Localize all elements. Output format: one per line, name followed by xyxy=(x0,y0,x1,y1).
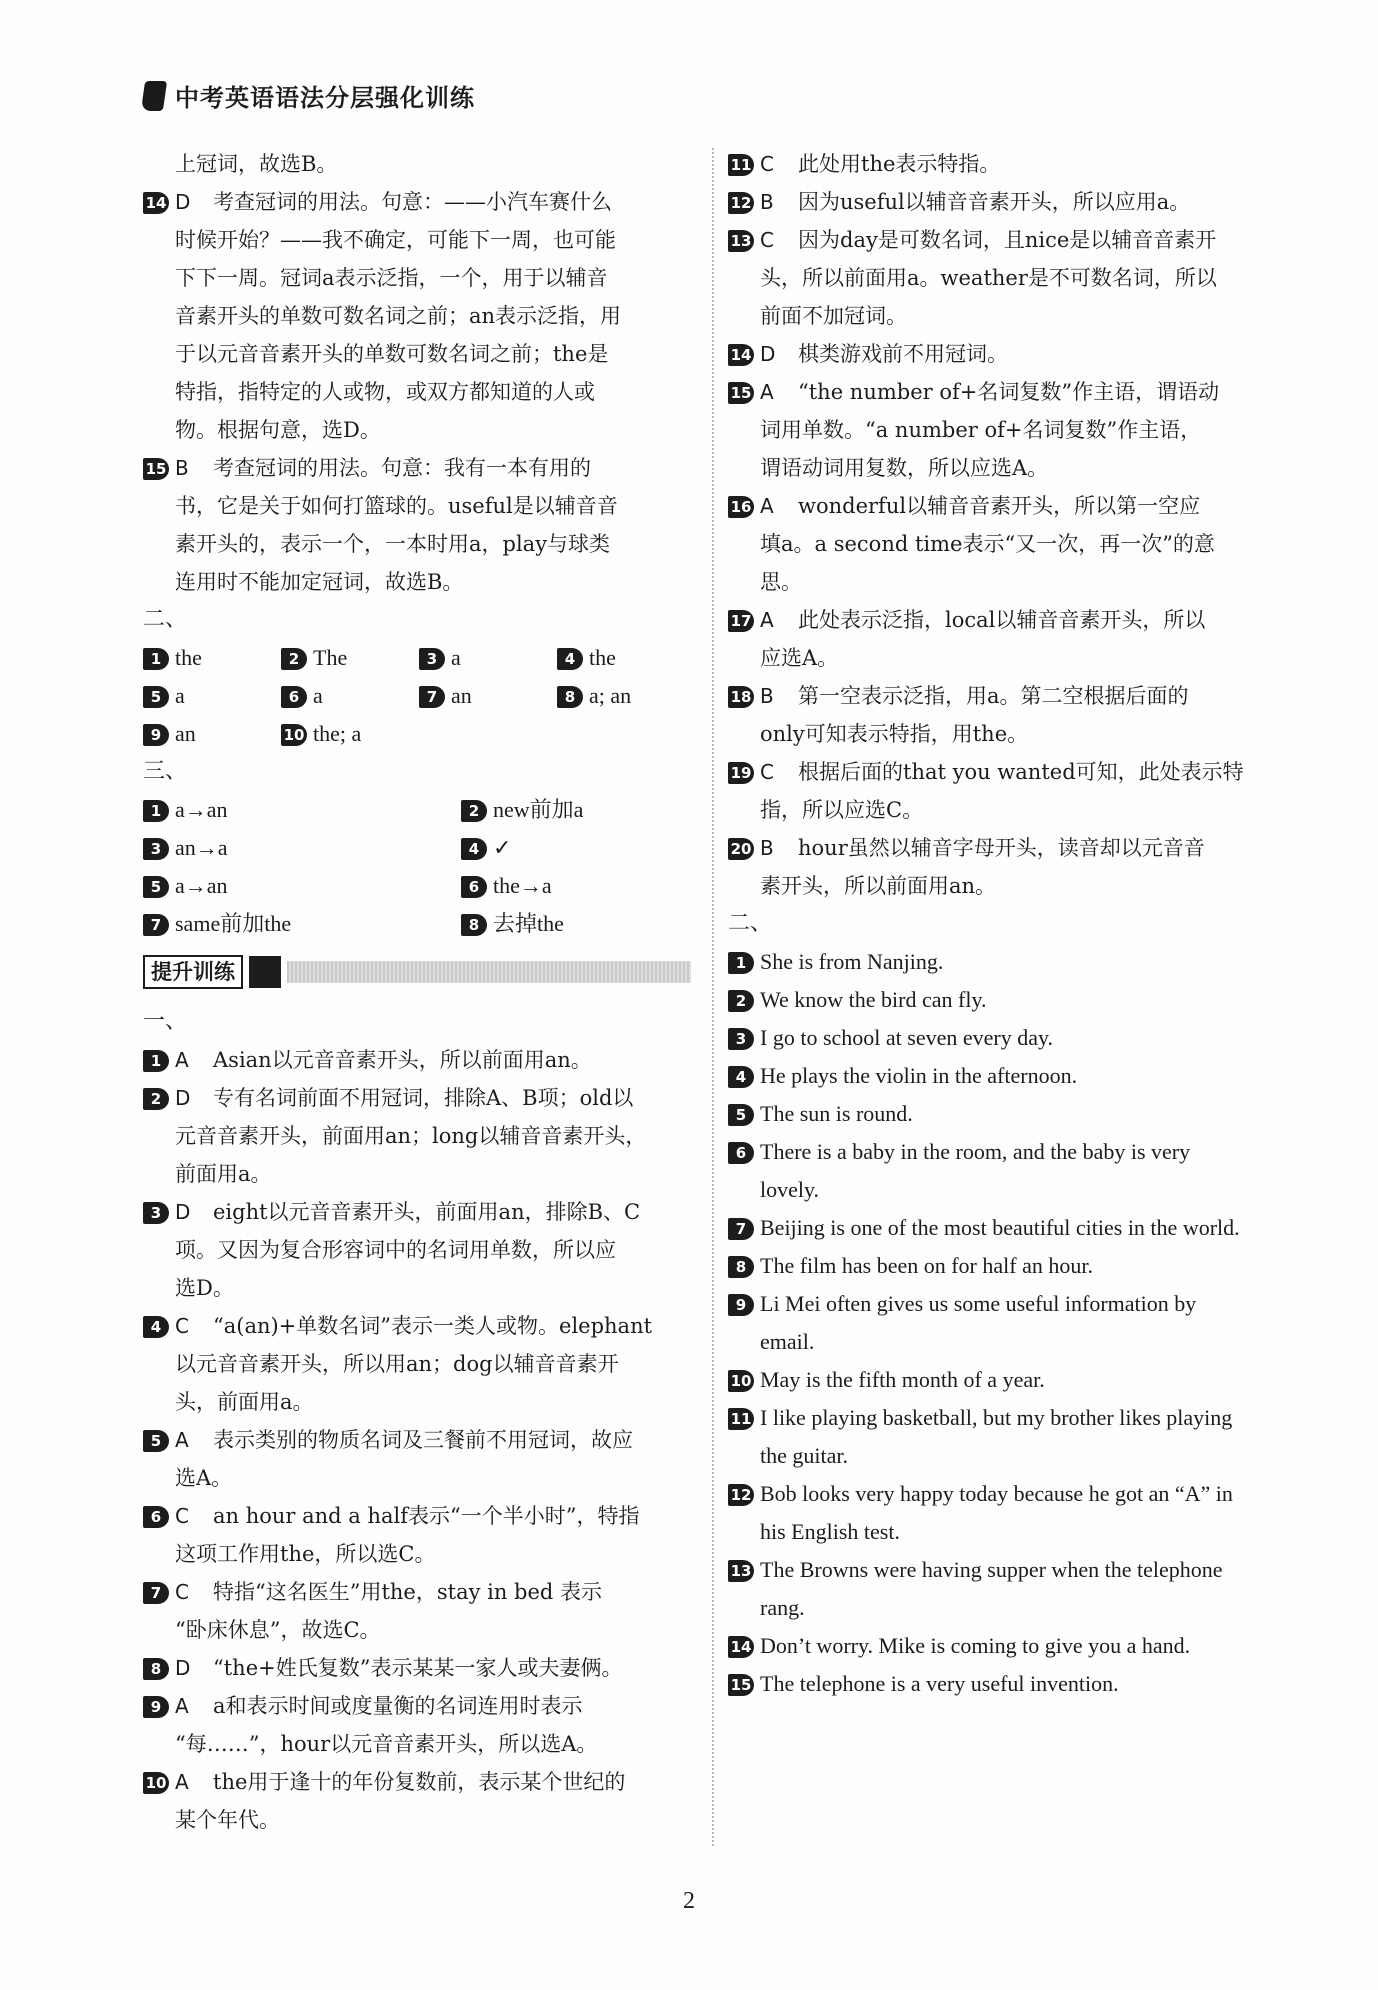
answer-text: 思。 xyxy=(760,570,802,594)
section-heading: 三、 xyxy=(143,759,188,784)
question-number-badge: 2 xyxy=(143,1088,169,1110)
question-number-badge: 16 xyxy=(728,496,754,518)
question-number-badge: 6 xyxy=(728,1142,754,1164)
answer-text: The film has been on for half an hour. xyxy=(760,1253,1093,1278)
answer-text: The Browns were having supper when the telephone xyxy=(760,1557,1223,1582)
question-number-badge: 6 xyxy=(281,686,307,708)
answer-text: lovely. xyxy=(760,1177,820,1202)
question-number-badge: 10 xyxy=(728,1370,754,1392)
answer-line xyxy=(143,1345,691,1383)
question-number-badge: 3 xyxy=(419,648,445,670)
question-number-badge: 11 xyxy=(728,1408,754,1430)
question-number-badge: 5 xyxy=(143,1430,169,1452)
answer-text: 指，所以应选C。 xyxy=(760,798,924,822)
correction-text: 去掉the xyxy=(493,911,564,936)
grid-answer-text: The xyxy=(313,645,348,670)
answer-line xyxy=(728,1665,1276,1703)
answer-line xyxy=(728,639,1276,677)
grid-answer xyxy=(419,677,557,715)
answer-text: 填a。a second time表示“又一次，再一次”的意 xyxy=(760,532,1215,556)
answer-text: 表示类别的物质名词及三餐前不用冠词，故应 xyxy=(213,1428,633,1452)
answer-letter: B xyxy=(175,456,189,480)
answer-text: hour虽然以辅音字母开头，读音却以元音音 xyxy=(798,836,1205,860)
answer-letter: C xyxy=(175,1504,189,1528)
answer-line xyxy=(143,449,691,487)
answer-text: May is the fifth month of a year. xyxy=(760,1367,1045,1392)
column-divider xyxy=(712,148,714,1846)
answer-text: 特指“这名医生”用the，stay in bed 表示 xyxy=(213,1580,603,1604)
question-number-badge: 2 xyxy=(281,648,307,670)
correction-text: the→a xyxy=(493,873,552,898)
correction-text: ✓ xyxy=(493,835,512,860)
question-number-badge: 3 xyxy=(728,1028,754,1050)
correction-answer xyxy=(143,867,461,905)
answer-text: 应选A。 xyxy=(760,646,839,670)
answer-line xyxy=(143,563,691,601)
answer-line xyxy=(728,259,1276,297)
answer-line xyxy=(143,487,691,525)
question-number-badge: 4 xyxy=(143,1316,169,1338)
answer-line xyxy=(143,1269,691,1307)
answer-text: 元音音素开头，前面用an；long以辅音音素开头， xyxy=(175,1124,647,1148)
answer-text: his English test. xyxy=(760,1519,900,1544)
answer-text: “卧床休息”，故选C。 xyxy=(175,1618,381,1642)
question-number-badge: 10 xyxy=(143,1772,169,1794)
correction-answer xyxy=(461,791,691,829)
banner-stripe xyxy=(287,961,691,983)
correction-text: an→a xyxy=(175,835,228,860)
question-number-badge: 2 xyxy=(461,800,487,822)
grid-answer-text: an xyxy=(451,683,472,708)
question-number-badge: 2 xyxy=(728,990,754,1012)
answer-text: 于以元音音素开头的单数可数名词之前；the是 xyxy=(175,342,609,366)
answer-text: eight以元音音素开头，前面用an，排除B、C xyxy=(213,1200,641,1224)
answer-text: 项。又因为复合形容词中的名词用单数，所以应 xyxy=(175,1238,616,1262)
question-number-badge: 1 xyxy=(143,648,169,670)
question-number-badge: 15 xyxy=(143,458,169,480)
section-heading: 二、 xyxy=(728,911,773,936)
answer-line xyxy=(143,1497,691,1535)
grid-answer-text: an xyxy=(175,721,196,746)
answer-text: 素开头的，表示一个，一本时用a，play与球类 xyxy=(175,532,611,556)
answer-line xyxy=(143,1307,691,1345)
grid-answer xyxy=(281,639,419,677)
question-number-badge: 6 xyxy=(143,1506,169,1528)
answer-line xyxy=(143,1535,691,1573)
answer-text: 头，所以前面用a。weather是不可数名词，所以 xyxy=(760,266,1217,290)
answer-text: “the+姓氏复数”表示某某一家人或夫妻俩。 xyxy=(213,1656,623,1680)
answer-text: I go to school at seven every day. xyxy=(760,1025,1054,1050)
answer-letter: A xyxy=(175,1694,189,1718)
answer-line xyxy=(728,1323,1276,1361)
grid-answer xyxy=(557,639,695,677)
answer-text: Beijing is one of the most beautiful cities in the world. xyxy=(760,1215,1240,1240)
answer-letter: A xyxy=(760,608,774,632)
answer-line xyxy=(143,259,691,297)
answer-line xyxy=(728,1095,1276,1133)
answer-line xyxy=(728,1551,1276,1589)
answer-text: 音素开头的单数可数名词之前；an表示泛指，用 xyxy=(175,304,622,328)
answer-letter: D xyxy=(175,1656,191,1680)
grid-answer xyxy=(419,639,557,677)
answer-text: 前面不加冠词。 xyxy=(760,304,907,328)
correction-text: a→an xyxy=(175,797,228,822)
correction-answer xyxy=(461,829,691,867)
question-number-badge: 7 xyxy=(419,686,445,708)
answer-text: Don’t worry. Mike is coming to give you a hand. xyxy=(760,1633,1191,1658)
answer-letter: D xyxy=(175,1086,191,1110)
answer-line xyxy=(728,715,1276,753)
question-number-badge: 8 xyxy=(557,686,583,708)
answer-line xyxy=(728,1361,1276,1399)
answer-line xyxy=(728,943,1276,981)
question-number-badge: 12 xyxy=(728,1484,754,1506)
grid-answer xyxy=(557,677,695,715)
section-banner-label: 提升训练 xyxy=(143,955,243,989)
answer-text: Asian以元音音素开头，所以前面用an。 xyxy=(213,1048,592,1072)
answer-line xyxy=(728,297,1276,335)
answer-line xyxy=(728,1627,1276,1665)
answer-text: 因为day是可数名词，且nice是以辅音音素开 xyxy=(798,228,1217,252)
answer-letter: B xyxy=(760,190,774,214)
answer-line xyxy=(728,791,1276,829)
answer-line xyxy=(728,221,1276,259)
banner-block xyxy=(249,956,281,988)
answer-text: 以元音音素开头，所以用an；dog以辅音音素开 xyxy=(175,1352,619,1376)
answer-line xyxy=(728,1057,1276,1095)
answer-letter: B xyxy=(760,684,774,708)
answer-text: Bob looks very happy today because he got an “A” in xyxy=(760,1481,1233,1506)
answer-line xyxy=(728,525,1276,563)
question-number-badge: 13 xyxy=(728,230,754,252)
answer-text: rang. xyxy=(760,1595,805,1620)
question-number-badge: 7 xyxy=(143,1582,169,1604)
header-bookmark-icon xyxy=(141,81,167,111)
correction-text: same前加the xyxy=(175,911,292,936)
grid-answer-text: the; a xyxy=(313,721,362,746)
grid-answer xyxy=(143,677,281,715)
grid-answer xyxy=(143,715,281,753)
answer-text: She is from Nanjing. xyxy=(760,949,944,974)
answer-line xyxy=(143,1383,691,1421)
answer-text: 物。根据句意，选D。 xyxy=(175,418,381,442)
question-number-badge: 6 xyxy=(461,876,487,898)
question-number-badge: 8 xyxy=(728,1256,754,1278)
question-number-badge: 12 xyxy=(728,192,754,214)
answer-text: email. xyxy=(760,1329,815,1354)
answer-line xyxy=(728,1209,1276,1247)
correction-answer xyxy=(461,905,691,943)
answer-text: 第一空表示泛指，用a。第二空根据后面的 xyxy=(798,684,1189,708)
answer-line xyxy=(143,1193,691,1231)
question-number-badge: 4 xyxy=(461,838,487,860)
answer-text: The telephone is a very useful invention. xyxy=(760,1671,1119,1696)
answer-line xyxy=(728,373,1276,411)
answer-letter: B xyxy=(760,836,774,860)
answer-letter: D xyxy=(175,190,191,214)
answer-text: 此处表示泛指，local以辅音音素开头，所以 xyxy=(798,608,1206,632)
answer-line xyxy=(143,1611,691,1649)
answer-text: 选A。 xyxy=(175,1466,233,1490)
answer-text: He plays the violin in the afternoon. xyxy=(760,1063,1078,1088)
answer-letter: A xyxy=(175,1048,189,1072)
question-number-badge: 9 xyxy=(728,1294,754,1316)
question-number-badge: 5 xyxy=(143,876,169,898)
answer-line xyxy=(143,1231,691,1269)
correction-answer xyxy=(143,905,461,943)
answer-line xyxy=(143,1155,691,1193)
question-number-badge: 14 xyxy=(728,344,754,366)
question-number-badge: 1 xyxy=(728,952,754,974)
question-number-badge: 10 xyxy=(281,724,307,746)
answer-line xyxy=(728,487,1276,525)
question-number-badge: 11 xyxy=(728,154,754,176)
question-number-badge: 17 xyxy=(728,610,754,632)
right-column xyxy=(728,145,1276,1703)
answer-line xyxy=(143,1421,691,1459)
question-number-badge: 13 xyxy=(728,1560,754,1582)
answer-text: 词用单数。“a number of+名词复数”作主语， xyxy=(760,418,1202,442)
answer-line xyxy=(143,1687,691,1725)
answer-text: an hour and a half表示“一个半小时”，特指 xyxy=(213,1504,640,1528)
question-number-badge: 5 xyxy=(143,686,169,708)
question-number-badge: 8 xyxy=(143,1658,169,1680)
answer-text: 棋类游戏前不用冠词。 xyxy=(798,342,1008,366)
left-column xyxy=(143,145,691,1839)
answer-text: 素开头，所以前面用an。 xyxy=(760,874,997,898)
grid-answer-text: the xyxy=(175,645,202,670)
question-number-badge: 3 xyxy=(143,838,169,860)
answer-text: a和表示时间或度量衡的名词连用时表示 xyxy=(213,1694,583,1718)
answer-line xyxy=(728,1513,1276,1551)
answer-text: There is a baby in the room, and the baby is very xyxy=(760,1139,1191,1164)
answer-text: 书，它是关于如何打篮球的。useful是以辅音音 xyxy=(175,494,618,518)
question-number-badge: 4 xyxy=(557,648,583,670)
answer-line xyxy=(143,1763,691,1801)
answer-line xyxy=(728,1171,1276,1209)
answer-letter: C xyxy=(175,1314,189,1338)
answer-line xyxy=(728,183,1276,221)
answer-line xyxy=(728,1133,1276,1171)
answer-text: 前面用a。 xyxy=(175,1162,272,1186)
answer-text: 考查冠词的用法。句意：我有一本有用的 xyxy=(213,456,591,480)
question-number-badge: 5 xyxy=(728,1104,754,1126)
answer-text: 谓语动词用复数，所以应选A。 xyxy=(760,456,1049,480)
answer-line xyxy=(728,1475,1276,1513)
answer-line xyxy=(728,601,1276,639)
answer-line xyxy=(143,525,691,563)
question-number-badge: 18 xyxy=(728,686,754,708)
answer-text: the guitar. xyxy=(760,1443,848,1468)
answer-line xyxy=(143,1573,691,1611)
answer-line xyxy=(143,1459,691,1497)
question-number-badge: 3 xyxy=(143,1202,169,1224)
answer-text: wonderful以辅音音素开头，所以第一空应 xyxy=(798,494,1201,518)
answer-letter: C xyxy=(760,760,774,784)
answer-letter: C xyxy=(175,1580,189,1604)
grid-answer-text: a xyxy=(175,683,185,708)
answer-text: We know the bird can fly. xyxy=(760,987,987,1012)
answer-line xyxy=(143,1079,691,1117)
question-number-badge: 9 xyxy=(143,724,169,746)
answer-line xyxy=(143,221,691,259)
answer-text: 因为useful以辅音音素开头，所以应用a。 xyxy=(798,190,1191,214)
grid-answer xyxy=(281,715,419,753)
answer-line xyxy=(143,373,691,411)
answer-line xyxy=(728,411,1276,449)
answer-text: “the number of+名词复数”作主语，谓语动 xyxy=(798,380,1220,404)
answer-text: 专有名词前面不用冠词，排除A、B项；old以 xyxy=(213,1086,634,1110)
grid-answer-text: a; an xyxy=(589,683,632,708)
answer-text: The sun is round. xyxy=(760,1101,913,1126)
question-number-badge: 15 xyxy=(728,382,754,404)
section-heading: 一、 xyxy=(143,1009,188,1034)
answer-letter: A xyxy=(175,1770,189,1794)
question-number-badge: 8 xyxy=(461,914,487,936)
question-number-badge: 14 xyxy=(728,1636,754,1658)
correction-text: a→an xyxy=(175,873,228,898)
answer-line xyxy=(728,1019,1276,1057)
answer-text: 选D。 xyxy=(175,1276,234,1300)
section-heading: 二、 xyxy=(143,607,188,632)
answer-grid xyxy=(143,639,691,753)
answer-text: “每……”，hour以元音音素开头，所以选A。 xyxy=(175,1732,598,1756)
answer-text: 下下一周。冠词a表示泛指，一个，用于以辅音 xyxy=(175,266,608,290)
answer-text: Li Mei often gives us some useful information by xyxy=(760,1291,1197,1316)
answer-line xyxy=(728,829,1276,867)
answer-text: 这项工作用the，所以选C。 xyxy=(175,1542,436,1566)
continuation-line: 上冠词，故选B。 xyxy=(175,152,338,176)
question-number-badge: 19 xyxy=(728,762,754,784)
answer-line xyxy=(728,1399,1276,1437)
question-number-badge: 15 xyxy=(728,1674,754,1696)
section-banner xyxy=(143,949,691,995)
answer-text: 此处用the表示特指。 xyxy=(798,152,1001,176)
answer-line xyxy=(143,297,691,335)
answer-line xyxy=(728,981,1276,1019)
answer-line xyxy=(143,1725,691,1763)
page-number: 2 xyxy=(683,1888,695,1914)
question-number-badge: 9 xyxy=(143,1696,169,1718)
answer-line xyxy=(728,1437,1276,1475)
answer-line xyxy=(728,753,1276,791)
book-title: 中考英语语法分层强化训练 xyxy=(175,84,475,112)
answer-letter: A xyxy=(760,494,774,518)
answer-text: the用于逢十的年份复数前，表示某个世纪的 xyxy=(213,1770,626,1794)
answer-line xyxy=(728,1285,1276,1323)
correction-grid xyxy=(143,791,691,943)
answer-text: 时候开始？——我不确定，可能下一周，也可能 xyxy=(175,228,616,252)
answer-line xyxy=(143,1117,691,1155)
answer-line xyxy=(143,1649,691,1687)
correction-text: new前加a xyxy=(493,797,584,822)
answer-line xyxy=(728,563,1276,601)
grid-answer-text: a xyxy=(313,683,323,708)
correction-answer xyxy=(143,791,461,829)
answer-letter: D xyxy=(760,342,776,366)
answer-text: 某个年代。 xyxy=(175,1808,280,1832)
question-number-badge: 4 xyxy=(728,1066,754,1088)
answer-text: 根据后面的that you wanted可知，此处表示特 xyxy=(798,760,1244,784)
answer-text: “a(an)+单数名词”表示一类人或物。elephant xyxy=(213,1314,653,1338)
question-number-badge: 7 xyxy=(728,1218,754,1240)
question-number-badge: 7 xyxy=(143,914,169,936)
grid-answer-text: the xyxy=(589,645,616,670)
answer-line xyxy=(728,145,1276,183)
answer-line xyxy=(143,1041,691,1079)
correction-answer xyxy=(461,867,691,905)
answer-line xyxy=(143,1801,691,1839)
question-number-badge: 20 xyxy=(728,838,754,860)
answer-line xyxy=(728,449,1276,487)
correction-answer xyxy=(143,829,461,867)
answer-letter: C xyxy=(760,228,774,252)
grid-answer xyxy=(281,677,419,715)
answer-line xyxy=(728,1589,1276,1627)
question-number-badge: 1 xyxy=(143,1050,169,1072)
answer-line xyxy=(143,335,691,373)
answer-letter: A xyxy=(760,380,774,404)
answer-letter: A xyxy=(175,1428,189,1452)
answer-line xyxy=(728,677,1276,715)
answer-text: 特指，指特定的人或物，或双方都知道的人或 xyxy=(175,380,595,404)
answer-text: 考查冠词的用法。句意：——小汽车赛什么 xyxy=(213,190,612,214)
answer-line xyxy=(143,183,691,221)
page-header xyxy=(143,78,475,113)
answer-letter: D xyxy=(175,1200,191,1224)
answer-line xyxy=(728,867,1276,905)
answer-letter: C xyxy=(760,152,774,176)
answer-line xyxy=(143,411,691,449)
answer-text: 头，前面用a。 xyxy=(175,1390,314,1414)
question-number-badge: 1 xyxy=(143,800,169,822)
question-number-badge: 14 xyxy=(143,192,169,214)
answer-line xyxy=(728,1247,1276,1285)
answer-line xyxy=(728,335,1276,373)
grid-answer xyxy=(143,639,281,677)
grid-answer-text: a xyxy=(451,645,461,670)
answer-text: only可知表示特指，用the。 xyxy=(760,722,1029,746)
answer-text: 连用时不能加定冠词，故选B。 xyxy=(175,570,464,594)
answer-text: I like playing basketball, but my brother likes playing xyxy=(760,1405,1233,1430)
